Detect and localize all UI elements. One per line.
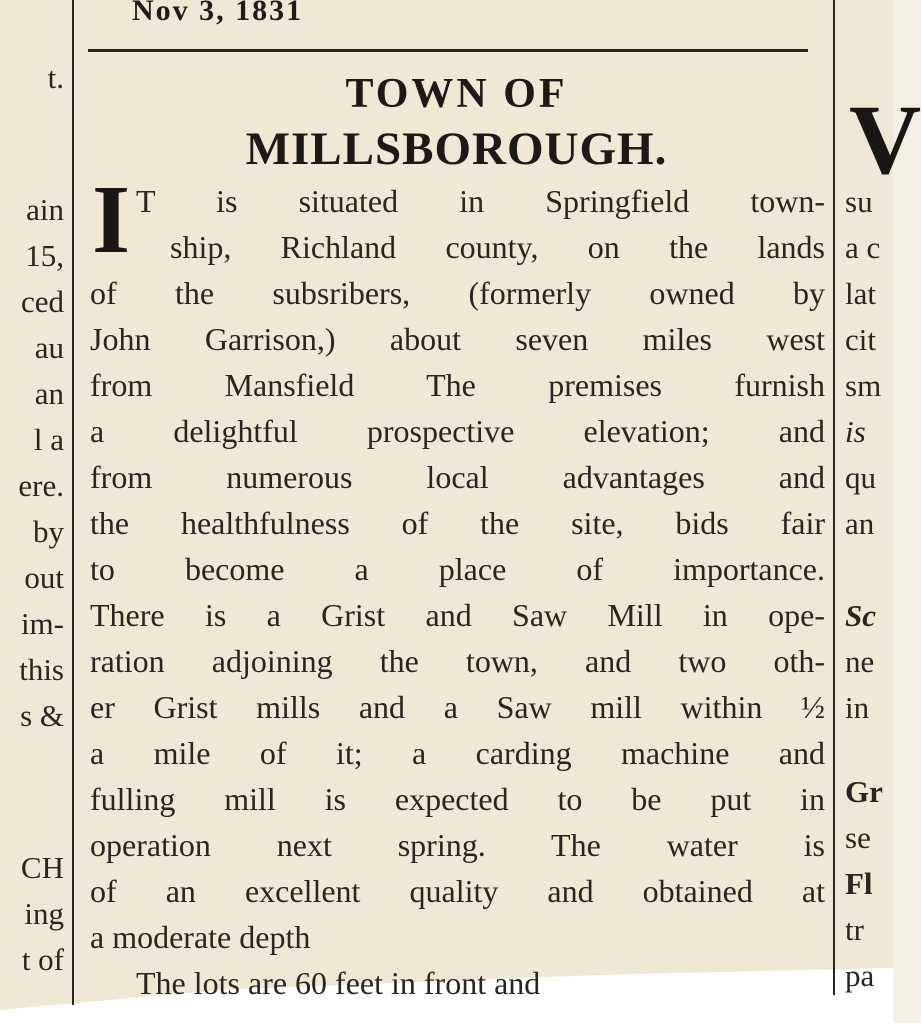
- article-line: a delightful prospective elevation; and: [90, 413, 825, 449]
- article-title-line2: MILLSBOROUGH.: [245, 123, 668, 175]
- fragment-text: by: [33, 514, 64, 549]
- fragment-text: this: [19, 652, 64, 687]
- fragment-text: lat: [845, 276, 876, 311]
- fragment-text: s &: [20, 698, 64, 733]
- fragment-text: ne: [845, 644, 875, 679]
- right-column-fragment: [845, 0, 921, 1000]
- fragment-text: au: [34, 330, 64, 365]
- article-title-line1: TOWN OF: [345, 71, 568, 117]
- article-line: a mile of it; a carding machine and: [90, 735, 825, 771]
- drop-cap: I: [92, 166, 131, 274]
- fragment-text: an: [34, 376, 64, 411]
- fragment-text: se: [845, 820, 871, 855]
- fragment-text: t of: [21, 942, 64, 977]
- fragment-text: Fl: [845, 866, 873, 901]
- fragment-text: Sc: [845, 598, 876, 633]
- fragment-text: im-: [20, 606, 64, 641]
- article-line: of an excellent quality and obtained at: [90, 873, 825, 909]
- fragment-text: an: [845, 506, 875, 541]
- fragment-text: out: [24, 560, 64, 595]
- header-rule: [88, 49, 808, 52]
- fragment-text: pa: [845, 958, 875, 993]
- article-line: of the subsribers, (formerly owned by: [90, 275, 825, 311]
- article-line: from Mansfield The premises furnish: [90, 367, 825, 403]
- article-line: ration adjoining the town, and two oth-: [90, 643, 825, 679]
- article-line: fulling mill is expected to be put in: [90, 781, 825, 817]
- fragment-text: ced: [20, 284, 64, 319]
- article-line: er Grist mills and a Saw mill within ½: [90, 689, 825, 725]
- fragment-text: ing: [24, 896, 64, 931]
- fragment-text: sm: [845, 368, 882, 403]
- article-line: operation next spring. The water is: [90, 827, 825, 863]
- fragment-text: CH: [20, 850, 64, 885]
- fragment-text: is: [845, 414, 866, 449]
- fragment-text: tr: [845, 912, 864, 947]
- article-line: to become a place of importance.: [90, 551, 825, 587]
- fragment-text: 15,: [25, 238, 64, 273]
- fragment-text: t.: [47, 60, 64, 95]
- article-line: from numerous local advantages and: [90, 459, 825, 495]
- article-body: [90, 166, 825, 1006]
- article-line: The lots are 60 feet in front and: [136, 965, 541, 1001]
- article-line: the healthfulness of the site, bids fair: [90, 505, 825, 541]
- issue-date: Nov 3, 1831: [132, 0, 304, 27]
- article-line: T is situated in Springfield town-: [136, 183, 825, 219]
- fragment-large-letter: V: [849, 84, 921, 195]
- fragment-text: ere.: [18, 468, 64, 503]
- fragment-text: Gr: [845, 774, 883, 809]
- article-line: ship, Richland county, on the lands: [170, 229, 825, 265]
- article-line: There is a Grist and Saw Mill in ope-: [90, 597, 825, 633]
- fragment-text: in: [845, 690, 870, 725]
- fragment-text: a c: [845, 230, 881, 265]
- fragment-text: ain: [26, 192, 64, 227]
- fragment-text: su: [845, 184, 873, 219]
- fragment-text: l a: [33, 422, 64, 457]
- fragment-text: qu: [845, 460, 876, 495]
- article-line: John Garrison,) about seven miles west: [90, 321, 825, 357]
- fragment-text: cit: [845, 322, 876, 357]
- article-line: a moderate depth: [90, 919, 311, 955]
